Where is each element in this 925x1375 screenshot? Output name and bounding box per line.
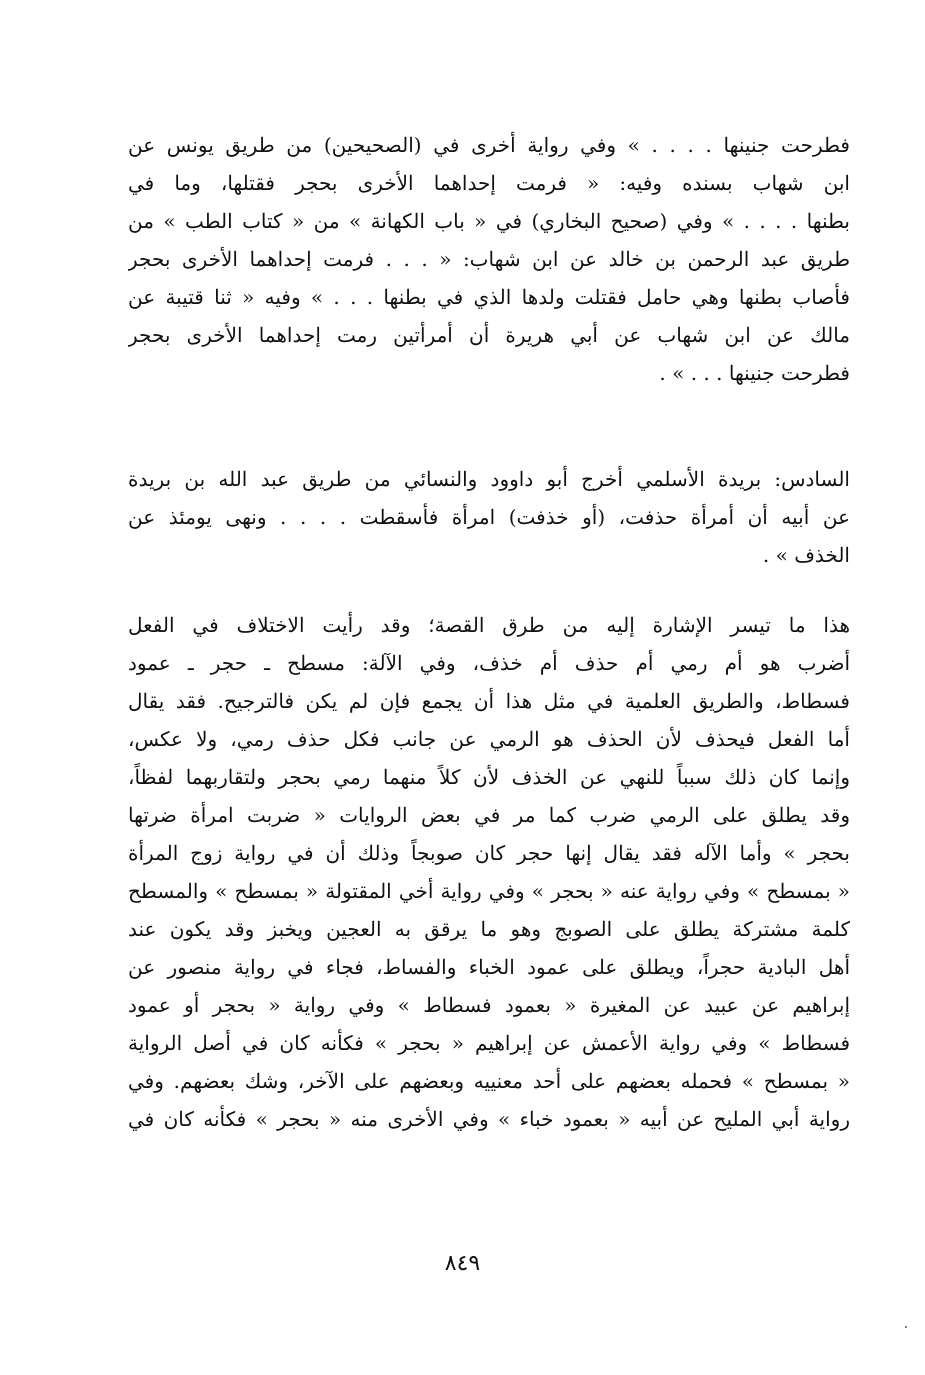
scan-speck <box>905 1326 907 1328</box>
text-line: « بمسطح » فحمله بعضهم على أحد معنييه وبعضهم على الآخر، وشك بعضهم. وفي <box>128 1069 850 1093</box>
text-line: رواية أبي المليح عن أبيه « بعمود خباء » وفي الأخرى منه « بحجر » فكأنه كان في <box>128 1107 850 1131</box>
text-line: إبراهيم عن عبيد عن المغيرة « بعمود فسطاط » وفي رواية « بحجر أو عمود <box>128 993 850 1017</box>
text-line: أضرب هو أم رمي أم حذف أم خذف، وفي الآلة: مسطح ـ حجر ـ عمود <box>128 651 850 675</box>
paragraph-hadith-narrations <box>128 126 850 392</box>
text-line: « بمسطح » وفي رواية عنه « بحجر » وفي رواية أخي المقتولة « بمسطح » والمسطح <box>128 879 850 903</box>
text-line: الخذف » . <box>762 543 850 567</box>
text-line: عن أبيه أن أمرأة حذفت، (أو خذفت) امرأة فأسقطت . . . . ونهى يومئذ عن <box>128 505 850 529</box>
text-line: وإنما كان ذلك سبباً للنهي عن الخذف لأن كلاً منهما رمي بحجر ولتقاربهما لفظاً، <box>128 765 850 789</box>
paragraph-sixth-narrator <box>128 460 850 574</box>
text-line: بحجر » وأما الآله فقد يقال إنها حجر كان صوبجاً وذلك أن في رواية زوج المرأة <box>128 841 850 865</box>
text-line: أما الفعل فيحذف لأن الحذف هو الرمي عن جانب فكل حذف رمي، ولا عكس، <box>128 727 850 751</box>
text-line: كلمة مشتركة يطلق على الصوبج وهو ما يرقق به العجين ويخبز وقد يكون عند <box>128 917 850 941</box>
text-line: مالك عن ابن شهاب عن أبي هريرة أن أمرأتين رمت إحداهما الأخرى بحجر <box>128 323 850 347</box>
text-line: وقد يطلق على الرمي ضرب كما مر في بعض الروايات « ضربت امرأة ضرتها <box>128 803 850 827</box>
text-line: ابن شهاب بسنده وفيه: « فرمت إحداهما الأخرى بحجر فقتلها، وما في <box>128 171 850 195</box>
text-line: فسطاط » وفي رواية الأعمش عن إبراهيم « بحجر » فكأنه كان في أصل الرواية <box>128 1031 850 1055</box>
text-line: بطنها . . . . » وفي (صحيح البخاري) في « باب الكهانة » من « كتاب الطب » من <box>128 209 850 233</box>
text-line: أهل البادية حجراً، ويطلق على عمود الخباء والفساط، فجاء في رواية منصور عن <box>128 955 850 979</box>
text-line: هذا ما تيسر الإشارة إليه من طرق القصة؛ وقد رأيت الاختلاف في الفعل <box>128 613 850 637</box>
text-line: فأصاب بطنها وهي حامل فقتلت ولدها الذي في بطنها . . . » وفيه « ثنا قتيبة عن <box>128 285 850 309</box>
paragraph-analysis <box>128 606 850 1138</box>
text-line: فسطاط، والطريق العلمية في مثل هذا أن يجمع فإن لم يكن فالترجيح. فقد يقال <box>128 689 850 713</box>
text-line: فطرحت جنينها . . . . » وفي رواية أخرى في (الصحيحين) من طريق يونس عن <box>128 133 850 157</box>
text-line: طريق عبد الرحمن بن خالد عن ابن شهاب: « . . . فرمت إحداهما الأخرى بحجر <box>128 247 850 271</box>
text-line: فطرحت جنينها . . . » . <box>659 361 850 385</box>
text-line: السادس: بريدة الأسلمي أخرج أبو داوود والنسائي من طريق عبد الله بن بريدة <box>128 467 850 491</box>
page-number: ٨٤٩ <box>444 1251 481 1276</box>
